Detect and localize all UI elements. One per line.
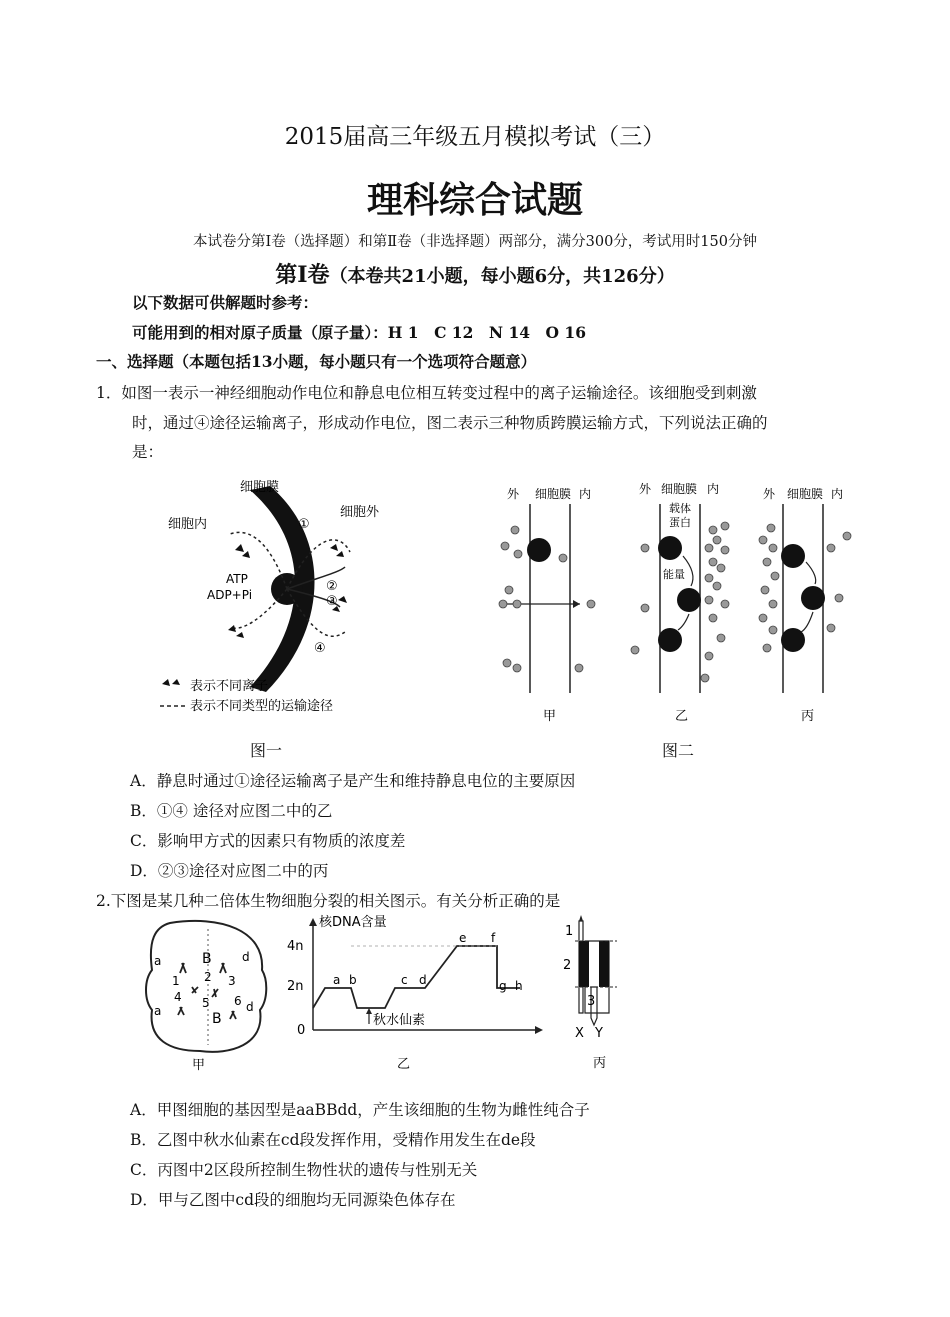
fig2-a-in: 内	[579, 487, 592, 501]
figC-region3: 3	[587, 994, 596, 1009]
fig2-a-membrane: 细胞膜	[535, 487, 572, 501]
fig2-panel-b-label: 乙	[675, 709, 689, 724]
q1-option-b: B．①④ 途径对应图二中的乙	[130, 802, 333, 820]
exam-title: 2015届高三年级五月模拟考试（三）	[284, 124, 666, 150]
ion-marks-inside-bottom	[228, 625, 244, 638]
fig1-adp-label: ADP+Pi	[207, 588, 253, 602]
figB-point-h: h	[515, 979, 523, 993]
figB-point-g: g	[499, 979, 507, 993]
q2-figure-c-sex-chromosomes	[555, 913, 645, 1073]
figB-label: 乙	[397, 1057, 411, 1072]
fig1-path3-label: ③	[326, 594, 338, 609]
volume-heading	[0, 258, 950, 289]
figB-y2n: 2n	[287, 979, 304, 994]
q1-stem-line1: 1．如图一表示一神经细胞动作电位和静息电位相互转变过程中的离子运输途径。该细胞受到刺激	[96, 384, 757, 402]
fig2-b-membrane: 细胞膜	[661, 482, 698, 496]
figB-point-b: b	[349, 973, 357, 987]
figB-point-c: c	[401, 973, 408, 987]
fig1-membrane-label: 细胞膜	[240, 480, 280, 495]
figC-label: 丙	[593, 1056, 607, 1071]
subject-title: 理科综合试题	[366, 180, 583, 221]
fig1-path1-label: ①	[298, 517, 310, 532]
fig2-panel-c-label: 丙	[801, 709, 815, 724]
fig2-b-in: 内	[707, 482, 720, 496]
legend-ion-icon	[162, 679, 180, 686]
q2-stem: 2.下图是某几种二倍体生物细胞分裂的相关图示。有关分析正确的是	[96, 892, 561, 910]
q2-option-c: C．丙图中2区段所控制生物性状的遗传与性别无关	[130, 1161, 478, 1179]
q1-stem-line2: 时，通过④途径运输离子，形成动作电位，图二表示三种物质跨膜运输方式，下列说法正确的	[132, 414, 768, 432]
figB-point-e: e	[459, 931, 467, 945]
atomic-mass-line: 可能用到的相对原子质量（原子量）：H 1 C 12 N 14 O 16	[132, 323, 586, 342]
figA-n1: 1	[172, 974, 180, 988]
q2-option-b: B．乙图中秋水仙素在cd段发挥作用，受精作用发生在de段	[130, 1131, 536, 1149]
figA-a-bottom: a	[154, 1004, 162, 1018]
figA-d-top: d	[242, 950, 250, 964]
volume-note: （本卷共21小题，每小题6分，共126分）	[329, 266, 675, 287]
figure-1-caption: 图一	[250, 741, 283, 760]
figC-region1: 1	[565, 924, 574, 939]
figB-y4n: 4n	[287, 939, 304, 954]
figA-n2: 2	[204, 970, 212, 984]
fig2-c-membrane: 细胞膜	[787, 487, 824, 501]
fig1-outside-label: 细胞外	[340, 505, 380, 520]
fig2-c-in: 内	[831, 487, 844, 501]
figA-label: 甲	[192, 1058, 206, 1073]
fig2-carrier-label: 载体	[669, 502, 691, 515]
figB-ylabel: 核DNA含量	[319, 915, 387, 930]
fig1-legend-ions: 表示不同离子	[190, 679, 269, 694]
figA-B-top: B	[202, 951, 212, 967]
figB-point-a: a	[333, 973, 341, 987]
figure-2-caption: 图二	[662, 741, 695, 760]
ion-marks-inside-top	[235, 544, 250, 558]
ion-marks-outside-top	[330, 544, 344, 557]
figB-point-d: d	[419, 973, 427, 987]
figC-x-label: X	[575, 1026, 584, 1041]
fig2-c-solute-dots	[759, 524, 851, 652]
fig1-legend-paths: 表示不同类型的运输途径	[190, 699, 334, 714]
fig2-c-out: 外	[763, 487, 776, 501]
figure-1-neuron-ion-transport	[140, 472, 380, 722]
figC-y-label: Y	[595, 1026, 603, 1041]
figB-y0: 0	[297, 1023, 306, 1038]
reference-line: 以下数据可供解题时参考：	[132, 293, 319, 312]
fig2-b-out: 外	[639, 482, 652, 496]
fig1-atp-label: ATP	[226, 572, 248, 586]
figA-n4: 4	[174, 990, 182, 1004]
q1-option-d: D．②③途径对应图二中的丙	[130, 862, 329, 880]
q1-option-c: C．影响甲方式的因素只有物质的浓度差	[130, 832, 406, 850]
q2-option-d: D．甲与乙图中cd段的细胞均无同源染色体存在	[130, 1191, 456, 1209]
figA-B-bottom: B	[212, 1011, 222, 1027]
figA-n5: 5	[202, 996, 210, 1010]
figure-2-membrane-transport	[495, 478, 865, 728]
fig2-energy-label: 能量	[663, 568, 685, 581]
q2-figure-a-cell	[140, 915, 270, 1075]
figB-drug-label: 秋水仙素	[373, 1013, 426, 1028]
exam-intro: 本试卷分第Ⅰ卷（选择题）和第Ⅱ卷（非选择题）两部分，满分300分，考试用时150分钟	[193, 234, 757, 250]
figA-a-top: a	[154, 954, 162, 968]
q2-option-a: A．甲图细胞的基因型是aaBBdd，产生该细胞的生物为雌性纯合子	[130, 1101, 590, 1119]
fig1-path2-label: ②	[326, 579, 338, 594]
q1-stem-line3: 是：	[132, 443, 164, 461]
fig2-protein-label: 蛋白	[669, 516, 691, 529]
volume-main: 第Ⅰ卷	[275, 262, 330, 288]
figA-d-bottom: d	[246, 1000, 254, 1014]
figA-n3: 3	[228, 974, 236, 988]
section-heading: 一、选择题（本题包括13小题，每小题只有一个选项符合题意）	[96, 352, 537, 371]
figA-n6: 6	[234, 994, 242, 1008]
fig2-a-out: 外	[507, 487, 520, 501]
figB-point-f: f	[491, 931, 496, 945]
fig2-panel-a-label: 甲	[543, 709, 557, 724]
figB-curve	[313, 946, 520, 1008]
q1-option-a: A．静息时通过①途径运输离子是产生和维持静息电位的主要原因	[130, 772, 576, 790]
fig1-path4-label: ④	[314, 641, 326, 656]
fig1-inside-label: 细胞内	[168, 517, 208, 532]
figC-region2: 2	[563, 958, 572, 973]
q2-figure-b-dna-graph	[285, 912, 545, 1077]
